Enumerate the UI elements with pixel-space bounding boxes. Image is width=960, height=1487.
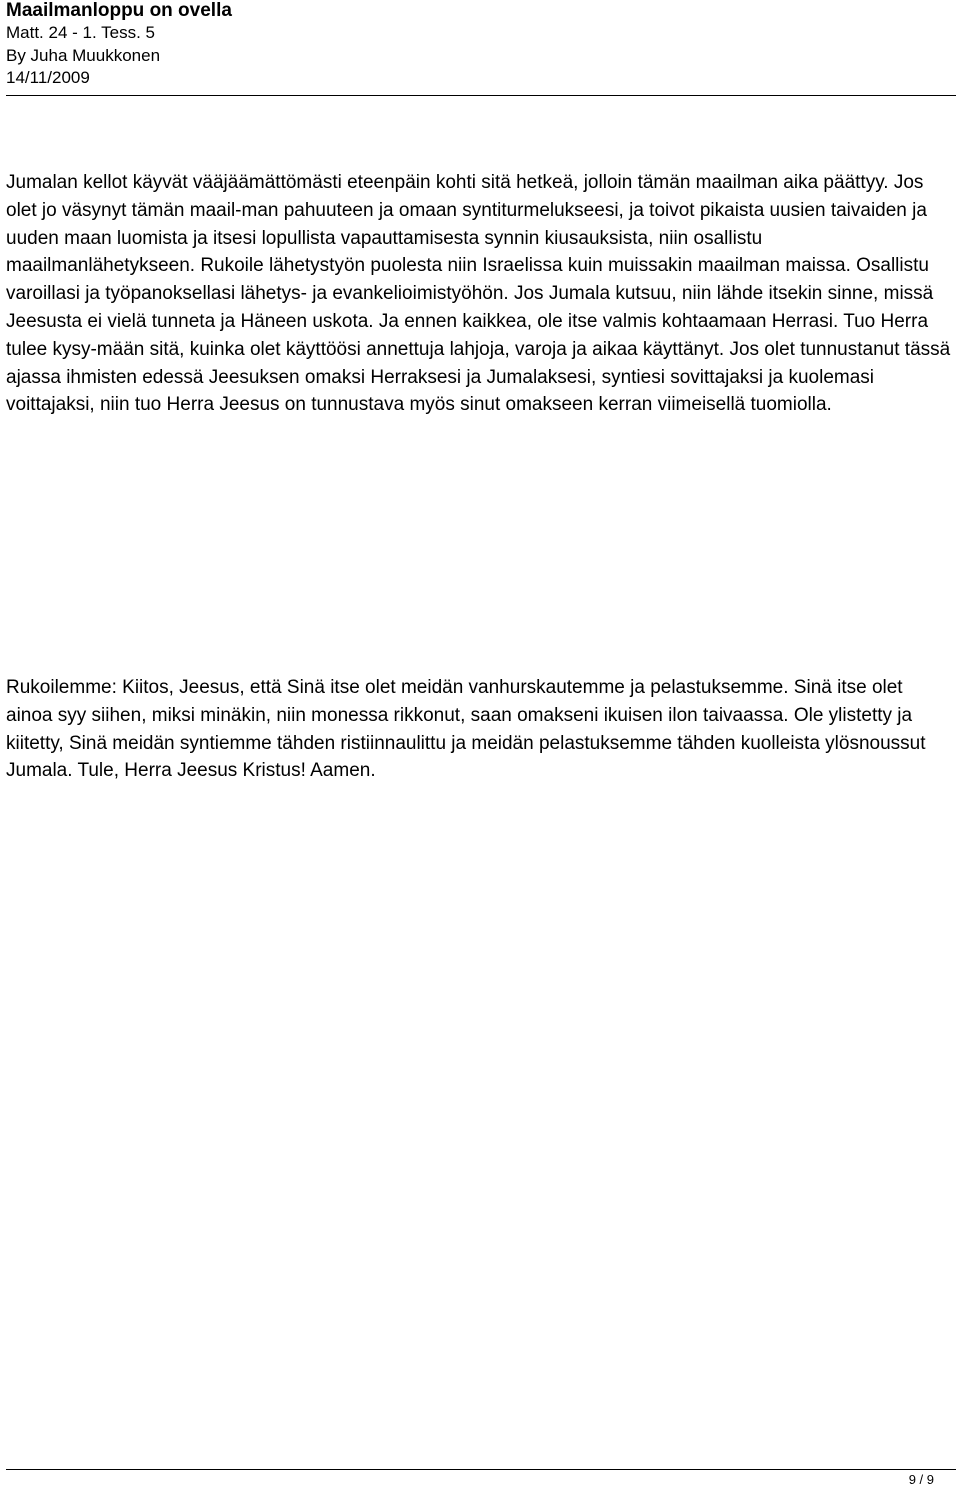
- body-paragraph-prayer: Rukoilemme: Kiitos, Jeesus, että Sinä itse olet meidän vanhurskautemme ja pelastuksemme. Sinä itse olet ainoa syy siihen, miksi minäkin, niin monessa rikkonut, saan omakseni ikuisen ilon taivaassa. Ole ylistetty ja kiitetty, Sinä meidän syntiemme tähden ristiinnaulittu ja meidän pelastuksemme tähden kuolleista ylösnoussut Jumala. Tule, Herra Jeesus Kristus! Aamen.: [6, 677, 926, 782]
- author-byline: By Juha Muukkonen: [6, 45, 161, 65]
- page-number: 9 / 9: [908, 1472, 934, 1487]
- scripture-reference: Matt. 24 - 1. Tess. 5: [6, 23, 155, 42]
- header-divider: [6, 95, 956, 96]
- publication-date: 14/11/2009: [6, 68, 90, 87]
- document-title: Maailmanloppu on ovella: [6, 0, 232, 21]
- document-header: [6, 0, 956, 90]
- body-paragraph-main: Jumalan kellot käyvät vääjäämättömästi eteenpäin kohti sitä hetkeä, jolloin tämän maailman aika päättyy. Jos olet jo väsynyt tämän maail-man pahuuteen ja omaan syntiturmelukseesi, ja toivot pikaista uusien taivaiden ja uuden maan luomista ja itsesi lopullista vapauttamisesta synnin kiusauksista, niin osallistu maailmanlähetykseen. Rukoile lähetystyön puolesta niin Israelissa kuin muissakin maailman maissa. Osallistu varoillasi ja työpanoksellasi lähetys- ja evankelioimistyöhön. Jos Jumala kutsuu, niin lähde itsekin sinne, missä Jeesusta ei vielä tunneta ja Häneen uskota. Ja ennen kaikkea, ole itse valmis kohtaamaan Herrasi. Tuo Herra tulee kysy-mään sitä, kuinka olet käyttöösi annettuja lahjoja, varoja ja aikaa käyttänyt. Jos olet tunnustanut tässä ajassa ihmisten edessä Jeesuksen omaksi Herraksesi ja Jumalaksesi, syntiesi sovittajaksi ja kuolemasi voittajaksi, niin tuo Herra Jeesus on tunnustava myös sinut omakseen kerran viimeisellä tuomiolla.: [6, 172, 951, 416]
- footer-divider: [6, 1469, 956, 1470]
